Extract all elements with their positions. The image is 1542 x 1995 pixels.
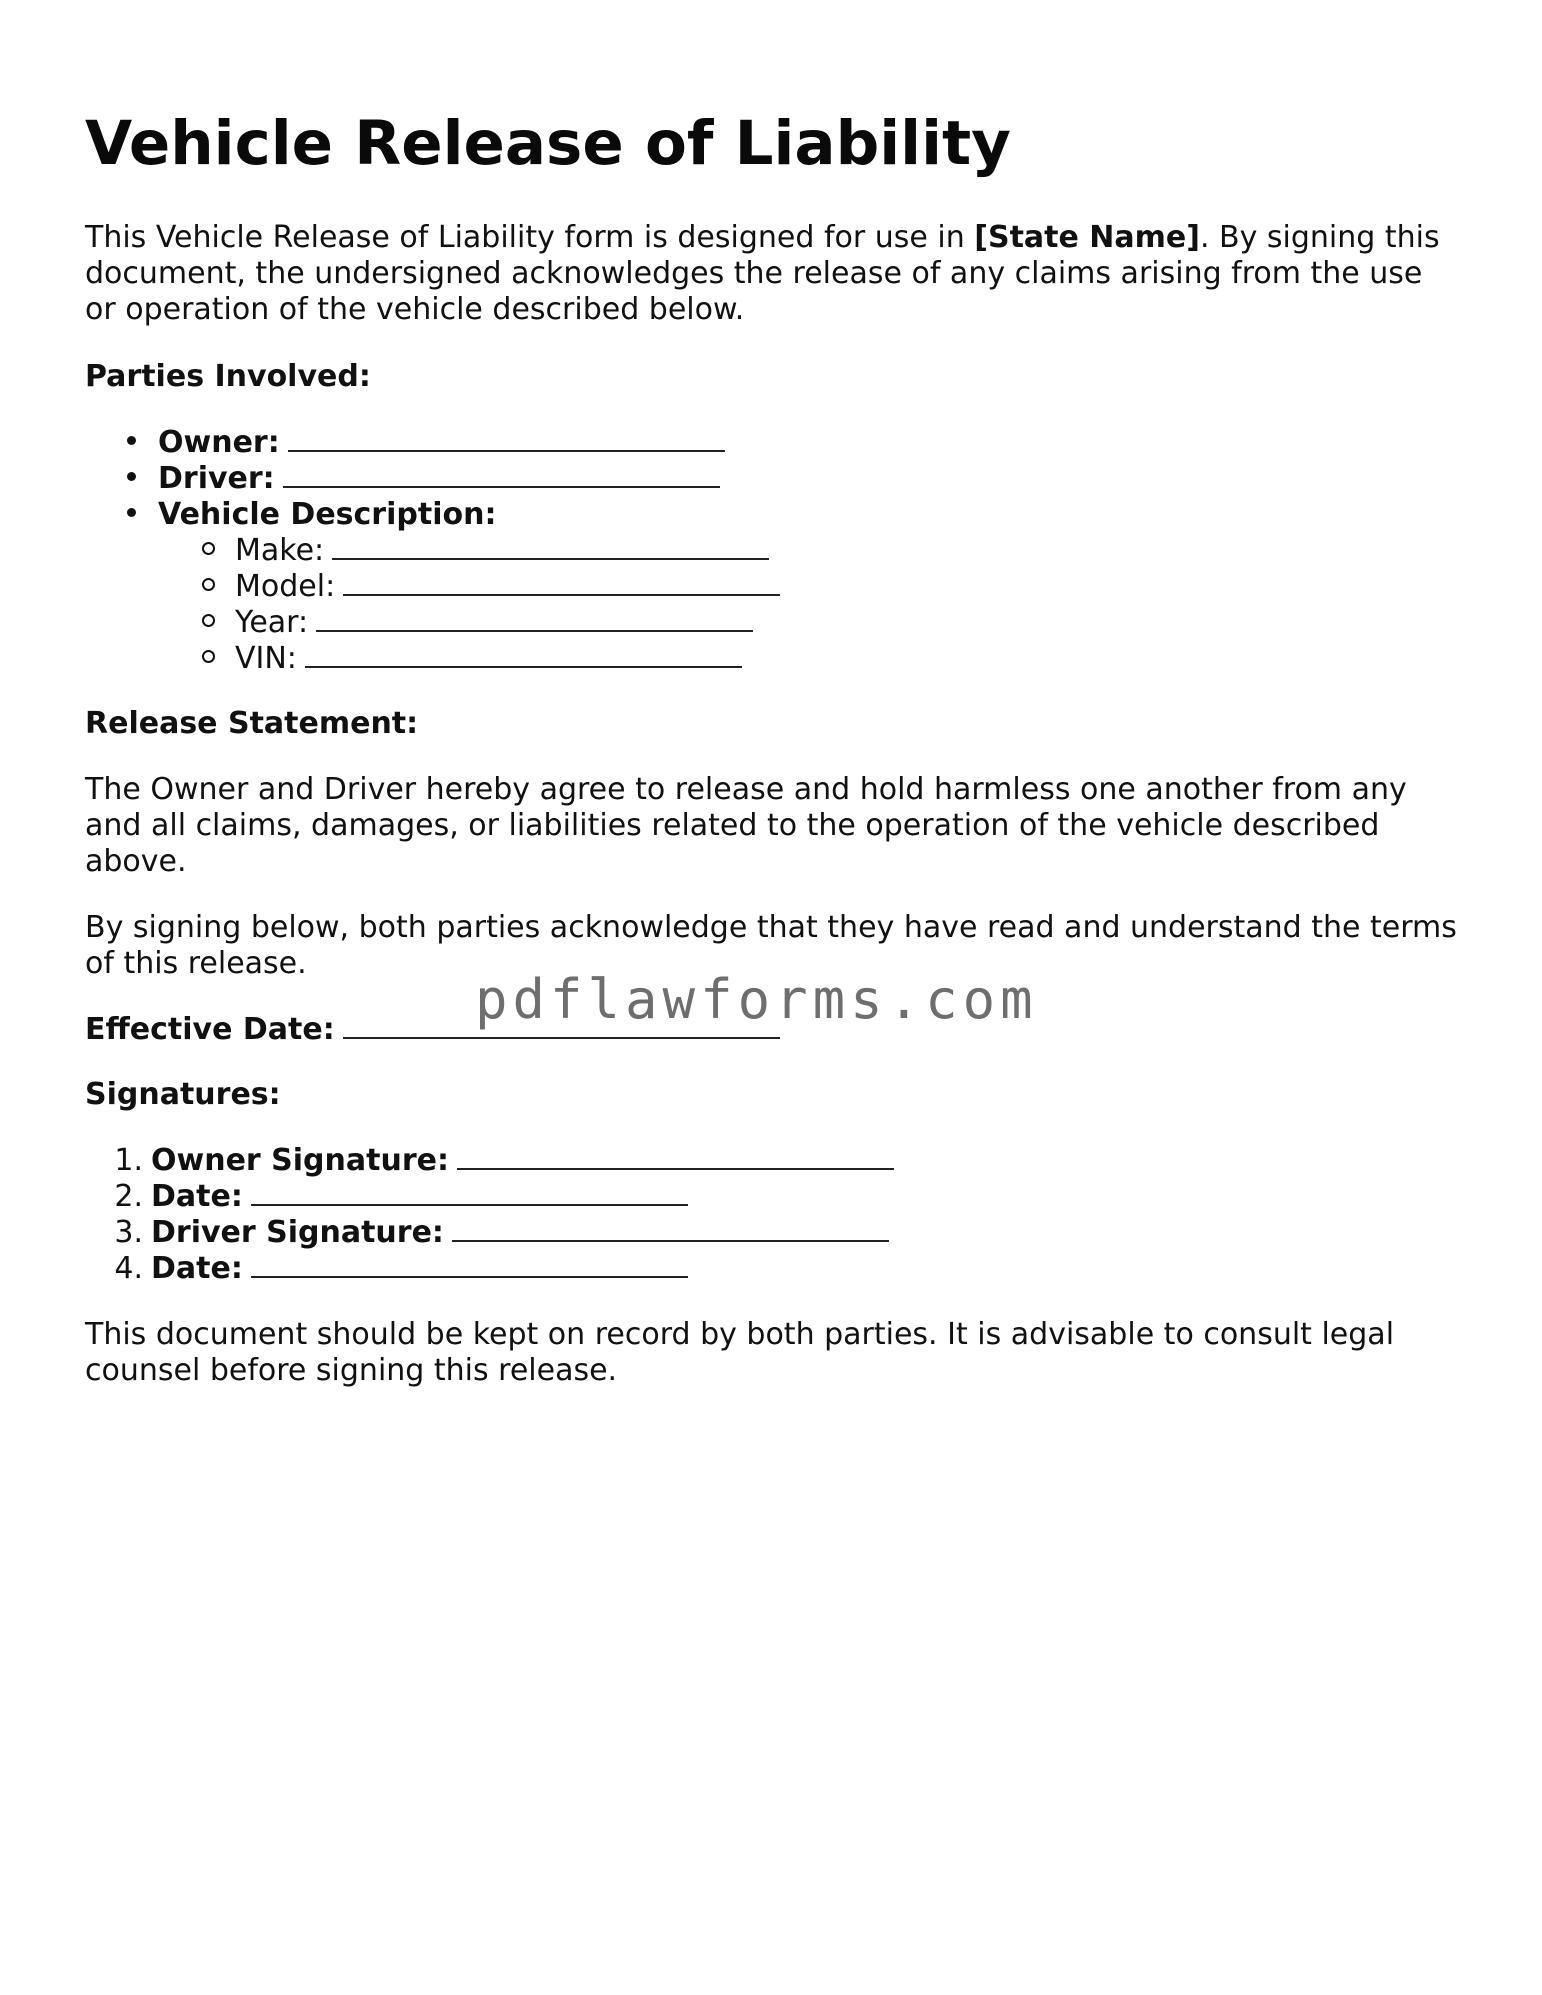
driver-field — [127, 461, 720, 497]
owner-date-field — [85, 1179, 688, 1215]
driver-label: Driver: — [158, 461, 275, 496]
year-blank-line[interactable] — [316, 606, 753, 632]
vehicle-description-label: Vehicle Description: — [158, 497, 497, 532]
driver-date-field — [85, 1251, 688, 1287]
closing-paragraph: This document should be kept on record by both parties. It is advisable to consult legal counsel before signing this release. — [85, 1317, 1395, 1388]
owner-signature-blank-line[interactable] — [457, 1144, 894, 1170]
list-number: 2. — [114, 1179, 143, 1214]
owner-label: Owner: — [158, 425, 280, 460]
driver-date-label: Date: — [151, 1251, 243, 1286]
model-blank-line[interactable] — [343, 570, 780, 596]
list-number: 3. — [114, 1215, 143, 1250]
bullet-icon — [127, 472, 136, 481]
bullet-icon — [127, 436, 136, 445]
intro-text-after: . By signing this document, the undersigned acknowledges the release of any claims arising from the use or operation of the vehicle described below. — [85, 220, 1440, 327]
owner-date-label: Date: — [151, 1179, 243, 1214]
driver-blank-line[interactable] — [283, 462, 720, 488]
effective-date-label: Effective Date: — [85, 1012, 335, 1047]
driver-date-blank-line[interactable] — [251, 1252, 688, 1278]
make-label: Make: — [235, 533, 325, 568]
vin-label: VIN: — [235, 641, 297, 676]
owner-date-blank-line[interactable] — [251, 1180, 688, 1206]
vehicle-description-item — [127, 497, 496, 533]
driver-signature-field — [85, 1215, 889, 1251]
circle-bullet-icon — [202, 578, 215, 591]
circle-bullet-icon — [202, 542, 215, 555]
year-label: Year: — [235, 605, 309, 640]
list-number: 4. — [114, 1251, 143, 1286]
owner-blank-line[interactable] — [288, 426, 725, 452]
circle-bullet-icon — [202, 650, 215, 663]
release-heading: Release Statement: — [85, 706, 419, 741]
vin-blank-line[interactable] — [305, 642, 742, 668]
circle-bullet-icon — [202, 614, 215, 627]
document-title: Vehicle Release of Liability — [85, 108, 1011, 179]
intro-text-before: This Vehicle Release of Liability form is designed for use in — [85, 220, 975, 255]
signatures-heading: Signatures: — [85, 1077, 281, 1112]
intro-paragraph — [85, 220, 1455, 328]
make-field — [202, 533, 769, 569]
model-label: Model: — [235, 569, 336, 604]
list-number: 1. — [114, 1143, 143, 1178]
watermark-text: pdflawforms.com — [475, 968, 1038, 1031]
state-name-placeholder: [State Name] — [974, 220, 1200, 255]
owner-signature-label: Owner Signature: — [151, 1143, 449, 1178]
vin-field — [202, 641, 742, 677]
driver-signature-blank-line[interactable] — [452, 1216, 889, 1242]
driver-signature-label: Driver Signature: — [151, 1215, 444, 1250]
parties-heading: Parties Involved: — [85, 359, 371, 394]
release-paragraph-2: By signing below, both parties acknowledge that they have read and understand the terms of this release. — [85, 910, 1457, 981]
make-blank-line[interactable] — [332, 534, 769, 560]
bullet-icon — [127, 508, 136, 517]
year-field — [202, 605, 753, 641]
owner-signature-field — [85, 1143, 894, 1179]
release-paragraph-1: The Owner and Driver hereby agree to release and hold harmless one another from any and all claims, damages, or liabilities related to the operation of the vehicle described above. — [85, 772, 1407, 879]
owner-field — [127, 425, 725, 461]
model-field — [202, 569, 780, 605]
